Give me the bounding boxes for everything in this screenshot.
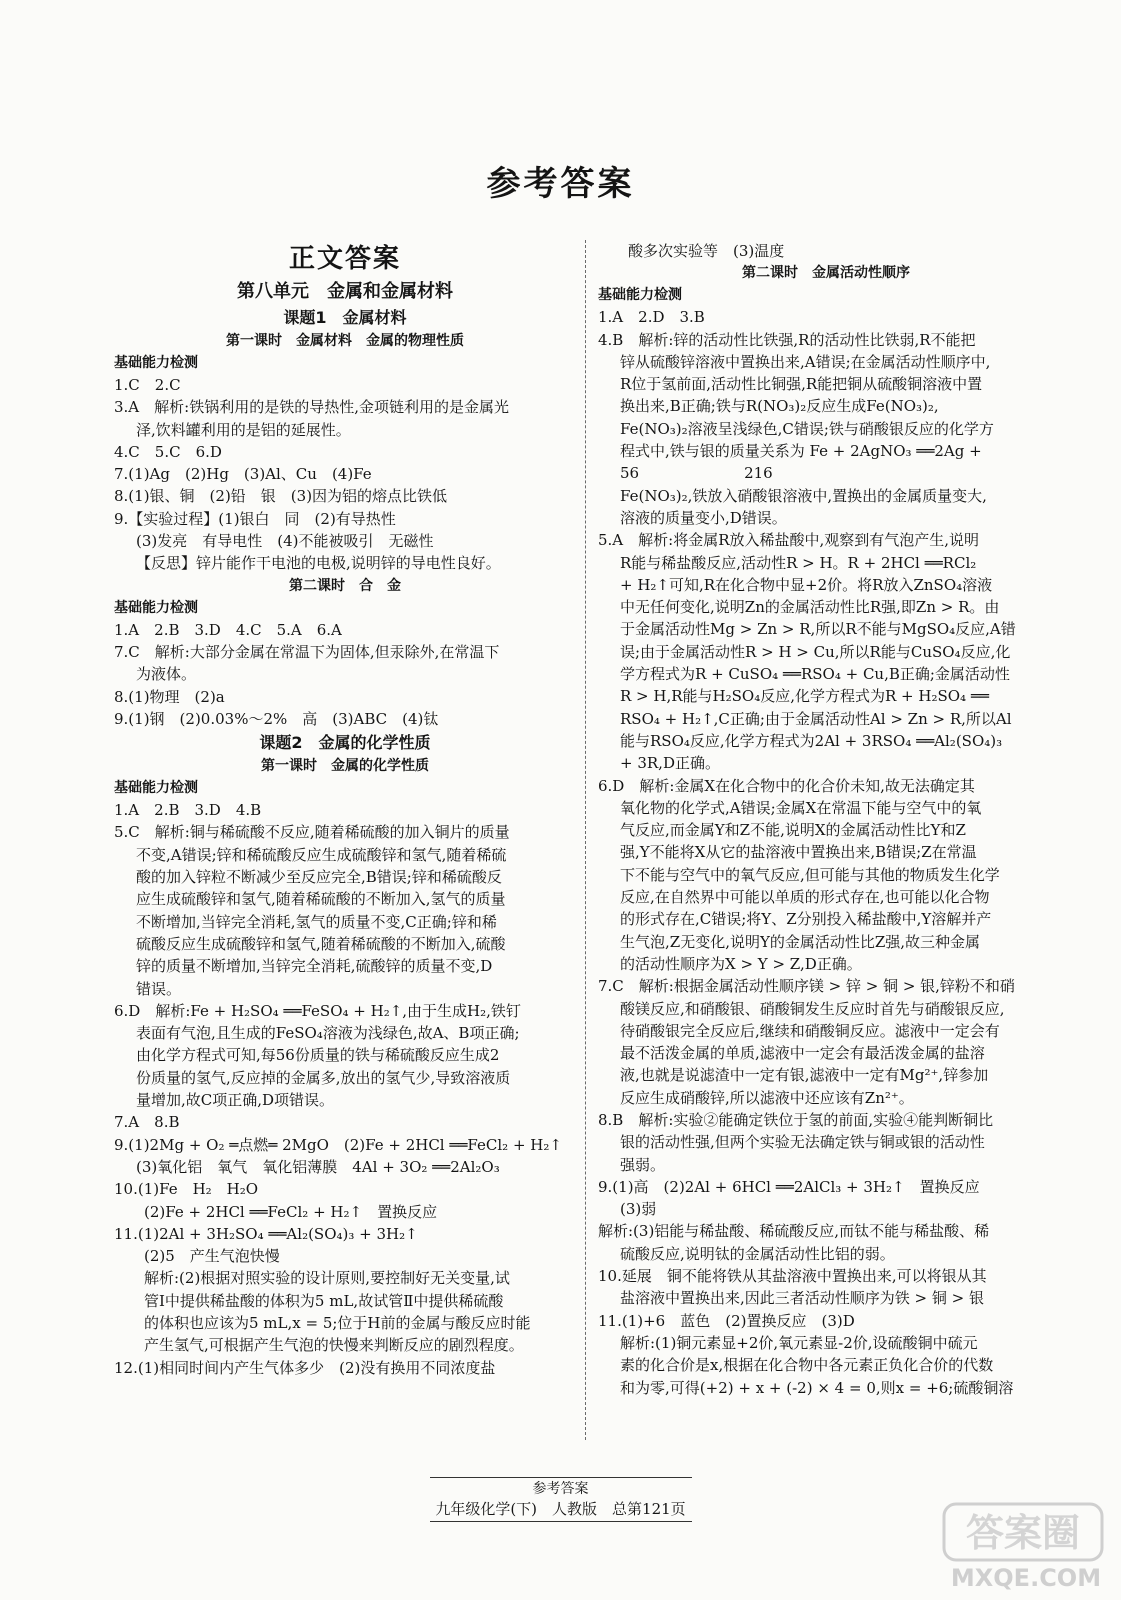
footer-page-info: 九年级化学(下) 人教版 总第121页 xyxy=(435,1500,686,1518)
answer-line: 生气泡,Z无变化,说明Y的金属活动性比Z强,故三种金属 xyxy=(620,932,981,951)
section-heading: 第一课时 金属的化学性质 xyxy=(261,758,429,775)
answer-line: 7.A 8.B xyxy=(114,1113,180,1132)
answer-line: 能与RSO₄反应,化学方程式为2Al + 3RSO₄ ══Al₂(SO₄)₃ xyxy=(620,731,1003,750)
section-heading: 基础能力检测 xyxy=(598,287,682,304)
footer-label: 参考答案 xyxy=(532,1481,589,1497)
answer-line: 于金属活动性Mg > Zn > R,所以R不能与MgSO₄反应,A错 xyxy=(620,620,1016,639)
section-heading: 第二课时 合 金 xyxy=(289,577,401,594)
answer-line: (2)5 产生气泡快慢 xyxy=(144,1247,280,1266)
answer-line: 7.C 解析:大部分金属在常温下为固体,但汞除外,在常温下 xyxy=(114,642,500,661)
answer-line: 4.C 5.C 6.D xyxy=(114,442,222,461)
answer-line: 氧化物的化学式,A错误;金属X在常温下能与空气中的氧 xyxy=(620,798,982,817)
footer-rule-top xyxy=(430,1477,692,1478)
answer-line: 表面有气泡,且生成的FeSO₄溶液为浅绿色,故A、B项正确; xyxy=(136,1024,520,1043)
answer-line: 10.(1)Fe H₂ H₂O xyxy=(114,1180,259,1199)
section-heading: 正文答案 xyxy=(288,244,401,274)
answer-line: 56 216 xyxy=(620,464,773,483)
section-heading: 课题2 金属的化学性质 xyxy=(259,733,431,753)
answer-line: 12.(1)相同时间内产生气体多少 (2)没有换用不同浓度盐 xyxy=(114,1358,496,1377)
answer-line: 素的化合价是x,根据在化合物中各元素正负化合价的代数 xyxy=(620,1356,994,1375)
answer-line: 换出来,B正确;铁与R(NO₃)₂反应生成Fe(NO₃)₂, xyxy=(620,397,939,416)
answer-line: 1.C 2.C xyxy=(114,376,181,394)
answer-line: + 3R,D正确。 xyxy=(620,754,720,773)
answer-line: 反应,在自然界中可能以单质的形式存在,也可能以化合物 xyxy=(620,888,990,907)
answer-line: 不断增加,当锌完全消耗,氢气的质量不变,C正确;锌和稀 xyxy=(136,912,497,931)
answer-line: 解析:(3)铝能与稀盐酸、稀硫酸反应,而钛不能与稀盐酸、稀 xyxy=(598,1222,990,1241)
watermark-text: 答案圈 xyxy=(965,1511,1081,1555)
answer-line: 硫酸反应,说明钛的金属活动性比铝的弱。 xyxy=(620,1244,895,1263)
answer-line: 反应生成硝酸锌,所以滤液中还应该有Zn²⁺。 xyxy=(620,1088,914,1107)
answer-line: 强弱。 xyxy=(620,1155,666,1174)
answer-line: 9.(1)2Mg + O₂ ═点燃═ 2MgO (2)Fe + 2HCl ══FeCl₂ + H₂↑ xyxy=(114,1135,562,1154)
answer-line: RSO₄ + H₂↑,C正确;由于金属活动性Al > Zn > R,所以Al xyxy=(620,709,1012,728)
right-column xyxy=(598,240,1054,1399)
answer-line: 6.D 解析:Fe + H₂SO₄ ══FeSO₄ + H₂↑,由于生成H₂,铁钉 xyxy=(114,1001,521,1020)
answer-line: R位于氢前面,活动性比铜强,R能把铜从硫酸铜溶液中置 xyxy=(620,375,983,394)
answer-line: Fe(NO₃)₂溶液呈浅绿色,C错误;铁与硝酸银反应的化学方 xyxy=(620,419,994,438)
answer-line: 3.A 解析:铁锅利用的是铁的导热性,金项链利用的是金属光 xyxy=(114,398,509,417)
answer-line: (3)氧化铝 氧气 氧化铝薄膜 4Al + 3O₂ ══2Al₂O₃ xyxy=(136,1157,500,1176)
answer-line: 1.A 2.D 3.B xyxy=(598,308,705,327)
answer-line: 为液体。 xyxy=(136,665,197,684)
answer-line: 9.(1)钢 (2)0.03%～2% 高 (3)ABC (4)钛 xyxy=(114,709,439,728)
answer-line: R > H,R能与H₂SO₄反应,化学方程式为R + H₂SO₄ ══ xyxy=(620,687,989,706)
answer-line: 酸的加入锌粒不断减少至反应完全,B错误;锌和稀硫酸反 xyxy=(136,868,502,887)
watermark-logo-graphic xyxy=(930,1498,1110,1594)
answer-line: 7.C 解析:根据金属活动性顺序镁 > 锌 > 铜 > 银,锌粉不和硝 xyxy=(598,977,1015,996)
answer-line: 错误。 xyxy=(136,979,182,998)
answer-line: 的形式存在,C错误;将Y、Z分别投入稀盐酸中,Y溶解并产 xyxy=(620,910,992,929)
answer-line: 硫酸反应生成硫酸锌和氢气,随着稀硫酸的不断加入,硫酸 xyxy=(136,934,506,953)
answer-line: 最不活泼金属的单质,滤液中一定会有最活泼金属的盐溶 xyxy=(620,1044,985,1063)
answer-line: 9.(1)高 (2)2Al + 6HCl ══2AlCl₃ + 3H₂↑ 置换反应 xyxy=(598,1177,980,1196)
answer-line: 待硝酸银完全反应后,继续和硝酸铜反应。滤液中一定会有 xyxy=(620,1021,1000,1040)
answer-line: 解析:(1)铜元素显+2价,氧元素显-2价,设硫酸铜中硫元 xyxy=(620,1333,978,1352)
answer-line: 强,Y不能将X从它的盐溶液中置换出来,B错误;Z在常温 xyxy=(620,843,977,862)
answer-line: 气反应,而金属Y和Z不能,说明X的金属活动性比Y和Z xyxy=(620,821,966,840)
answer-line: 的活动性顺序为X > Y > Z,D正确。 xyxy=(620,954,862,973)
answer-line: 的体积也应该为5 mL,x = 5;位于H前的金属与酸反应时能 xyxy=(144,1313,531,1332)
watermark-logo xyxy=(930,1498,1110,1594)
answer-line: 和为零,可得(+2) + x + (-2) × 4 = 0,则x = +6;硫酸铜溶 xyxy=(620,1378,1014,1397)
answer-line: 程式中,铁与银的质量关系为 Fe + 2AgNO₃ ══2Ag + xyxy=(620,442,982,461)
section-heading: 第二课时 金属活动性顺序 xyxy=(742,265,910,282)
section-heading: 课题1 金属材料 xyxy=(283,308,407,327)
answer-line: 产生氢气,可根据产生气泡的快慢来判断反应的剧烈程度。 xyxy=(144,1336,524,1355)
section-heading: 第八单元 金属和金属材料 xyxy=(237,281,453,302)
answer-line: 9.【实验过程】(1)银白 同 (2)有导热性 xyxy=(114,509,396,528)
answer-line: 锌从硫酸锌溶液中置换出来,A错误;在金属活动性顺序中, xyxy=(620,352,991,371)
answer-line: 泽,饮料罐利用的是铝的延展性。 xyxy=(136,420,351,439)
answer-line: 下不能与空气中的氧气反应,但可能与其他的物质发生化学 xyxy=(620,865,1000,884)
answer-line: 银的活动性强,但两个实验无法确定铁与铜或银的活动性 xyxy=(620,1133,985,1152)
answer-line: 份质量的氢气,反应掉的金属多,放出的氢气少,导致溶液质 xyxy=(136,1068,511,1087)
column-divider xyxy=(585,240,586,1440)
answer-line: 学方程式为R + CuSO₄ ══RSO₄ + Cu,B正确;金属活动性 xyxy=(620,665,1010,684)
answer-line: 锌的质量不断增加,当锌完全消耗,硫酸锌的质量不变,D xyxy=(136,957,493,976)
answer-line: 误;由于金属活动性R > H > Cu,所以R能与CuSO₄反应,化 xyxy=(620,642,1011,661)
answer-line: 由化学方程式可知,每56份质量的铁与稀硫酸反应生成2 xyxy=(136,1046,500,1065)
answer-line: 酸镁反应,和硝酸银、硝酸铜发生反应时首先与硝酸银反应, xyxy=(620,999,1005,1018)
answer-line: 8.(1)银、铜 (2)铅 银 (3)因为铝的熔点比铁低 xyxy=(114,487,448,506)
answer-line: 5.C 解析:铜与稀硫酸不反应,随着稀硫酸的加入铜片的质量 xyxy=(114,823,510,842)
watermark-url: MXQE.COM xyxy=(950,1564,1102,1592)
answer-line: (2)Fe + 2HCl ══FeCl₂ + H₂↑ 置换反应 xyxy=(144,1202,438,1221)
answer-line: 8.B 解析:实验②能确定铁位于氢的前面,实验④能判断铜比 xyxy=(598,1110,994,1129)
answer-line: 10.延展 铜不能将铁从其盐溶液中置换出来,可以将银从其 xyxy=(598,1267,987,1286)
answer-line: 【反思】锌片能作干电池的电极,说明锌的导电性良好。 xyxy=(136,554,501,573)
footer-rule-bottom xyxy=(430,1521,692,1522)
answer-line: 11.(1)2Al + 3H₂SO₄ ══Al₂(SO₄)₃ + 3H₂↑ xyxy=(114,1224,418,1243)
section-heading: 第一课时 金属材料 金属的物理性质 xyxy=(226,333,464,349)
answer-line: + H₂↑可知,R在化合物中显+2价。将R放入ZnSO₄溶液 xyxy=(620,575,993,594)
answer-line: 管Ⅰ中提供稀盐酸的体积为5 mL,故试管Ⅱ中提供稀硫酸 xyxy=(144,1291,504,1310)
page-title: 参考答案 xyxy=(486,164,635,204)
section-heading: 基础能力检测 xyxy=(114,599,198,616)
answer-line: 1.A 2.B 3.D 4.C 5.A 6.A xyxy=(114,620,342,639)
answer-line: 11.(1)+6 蓝色 (2)置换反应 (3)D xyxy=(598,1311,855,1330)
answer-line: 8.(1)物理 (2)a xyxy=(114,687,225,706)
answer-line: 溶液的质量变小,D错误。 xyxy=(620,508,787,527)
answer-line: 中无任何变化,说明Zn的金属活动性比R强,即Zn > R。由 xyxy=(620,598,1000,617)
answer-line: (3)发亮 有导电性 (4)不能被吸引 无磁性 xyxy=(136,532,434,551)
section-heading: 基础能力检测 xyxy=(114,355,198,371)
left-column xyxy=(114,240,576,1379)
answer-line: (3)弱 xyxy=(620,1200,657,1219)
answer-line: 不变,A错误;锌和稀硫酸反应生成硫酸锌和氢气,随着稀硫 xyxy=(136,845,507,864)
answer-line: R能与稀盐酸反应,活动性R > H。R + 2HCl ══RCl₂ xyxy=(620,553,977,572)
answer-line: 1.A 2.B 3.D 4.B xyxy=(114,801,262,820)
answer-line: Fe(NO₃)₂,铁放入硝酸银溶液中,置换出的金属质量变大, xyxy=(620,486,987,505)
answer-line: 4.B 解析:锌的活动性比铁强,R的活动性比铁弱,R不能把 xyxy=(598,330,976,349)
section-heading: 基础能力检测 xyxy=(114,780,198,797)
answer-line: 酸多次实验等 (3)温度 xyxy=(628,242,785,260)
answer-line: 应生成硫酸锌和氢气,随着稀硫酸的不断加入,氢气的质量 xyxy=(136,890,506,909)
answer-line: 液,也就是说滤渣中一定有银,滤液中一定有Mg²⁺,锌参加 xyxy=(620,1066,989,1085)
answer-line: 解析:(2)根据对照实验的设计原则,要控制好无关变量,试 xyxy=(144,1269,510,1288)
answer-line: 6.D 解析:金属X在化合物中的化合价未知,故无法确定其 xyxy=(598,776,975,795)
answer-line: 量增加,故C项正确,D项错误。 xyxy=(136,1091,335,1110)
answer-line: 盐溶液中置换出来,因此三者活动性顺序为铁 > 铜 > 银 xyxy=(620,1289,984,1308)
answer-line: 5.A 解析:将金属R放入稀盐酸中,观察到有气泡产生,说明 xyxy=(598,531,980,550)
answer-line: 7.(1)Ag (2)Hg (3)Al、Cu (4)Fe xyxy=(114,465,372,484)
